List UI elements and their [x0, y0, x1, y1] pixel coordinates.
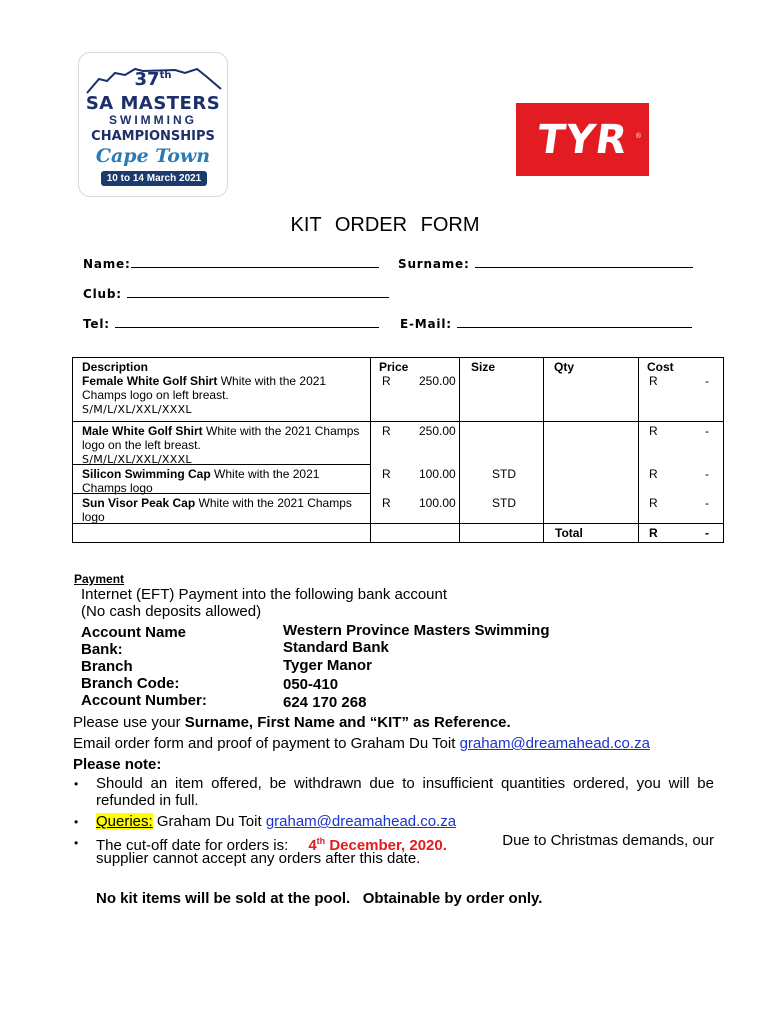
notes-heading: Please note:	[73, 756, 162, 773]
cost-value: -	[705, 374, 709, 388]
price-value: 100.00	[419, 496, 456, 510]
item-desc: White with the 2021 Champs logo	[82, 467, 320, 495]
price-value: 100.00	[419, 467, 456, 481]
email-line[interactable]	[457, 315, 692, 328]
cost-currency: R	[649, 424, 658, 438]
table-row	[82, 467, 362, 495]
header-size: Size	[471, 360, 496, 374]
bank-label: Bank:	[81, 641, 123, 658]
bullet-icon: •	[74, 836, 79, 850]
note-withdrawn: Should an item offered, be withdrawn due to insufficient quantities ordered, you will be	[96, 775, 714, 792]
total-currency: R	[649, 526, 658, 540]
club-field[interactable]	[83, 285, 389, 301]
price-value: 250.00	[419, 374, 456, 388]
price-currency: R	[382, 424, 391, 438]
logo-line-swimming: SWIMMING	[109, 113, 197, 127]
payment-heading: Payment	[74, 572, 125, 586]
price-currency: R	[382, 496, 391, 510]
payment-intro: Internet (EFT) Payment into the following bank account	[81, 586, 448, 603]
item-sizes: S/M/L/XL/XXL/XXXL	[82, 453, 192, 466]
club-label: Club:	[83, 287, 122, 301]
logo-line-cape-town: Cape Town	[95, 145, 211, 167]
cost-value: -	[705, 496, 709, 510]
account-name-label: Account Name	[81, 624, 187, 641]
header-cost: Cost	[647, 360, 674, 374]
championship-logo	[78, 52, 228, 197]
logo-edition: 37th	[134, 69, 172, 90]
email-field[interactable]	[400, 315, 692, 331]
email-link[interactable]: graham@dreamahead.co.za	[459, 735, 650, 752]
branch-code-value: 050-410	[283, 676, 339, 693]
note-withdrawn-cont: refunded in full.	[96, 792, 199, 809]
item-name: Silicon Swimming Cap	[82, 467, 211, 481]
cost-value: -	[705, 424, 709, 438]
item-name: Male White Golf Shirt	[82, 424, 203, 438]
club-line[interactable]	[127, 285, 389, 298]
registered-mark: ®	[635, 133, 641, 140]
cost-currency: R	[649, 374, 658, 388]
account-number-value: 624 170 268	[283, 694, 367, 711]
queries-email-link[interactable]: graham@dreamahead.co.za	[265, 813, 457, 830]
logo-line-dates: 10 to 14 March 2021	[101, 171, 207, 186]
item-desc: White with the 2021 Champs logo	[82, 496, 352, 524]
price-value: 250.00	[419, 424, 456, 438]
email-label: E-Mail:	[400, 317, 452, 331]
email-instruction: Email order form and proof of payment to Graham Du Toit graham@dreamahead.co.za	[73, 735, 650, 752]
surname-field[interactable]	[398, 255, 693, 271]
account-number-label: Account Number:	[81, 692, 207, 709]
header-price: Price	[379, 360, 409, 374]
surname-line[interactable]	[475, 255, 693, 268]
cost-currency: R	[649, 496, 658, 510]
final-note: No kit items will be sold at the pool. Obtainable by order only.	[96, 890, 543, 907]
note-cutoff: The cut-off date for orders is: 4th December, 2020. Due to Christmas demands, our	[96, 832, 714, 854]
total-value: -	[705, 526, 709, 540]
tel-line[interactable]	[115, 315, 379, 328]
note-queries: Queries: Graham Du Toit graham@dreamahead.co.za	[96, 813, 457, 830]
item-name: Sun Visor Peak Cap	[82, 496, 196, 510]
name-line[interactable]	[131, 255, 379, 268]
branch-code-label: Branch Code:	[81, 675, 180, 692]
bullet-icon: •	[74, 777, 79, 791]
reference-instruction: Please use your Surname, First Name and “KIT” as Reference.	[73, 714, 511, 731]
cost-currency: R	[649, 467, 658, 481]
tel-label: Tel:	[83, 317, 110, 331]
tyr-logo	[516, 103, 649, 176]
branch-label: Branch	[81, 658, 133, 675]
bank-value: Standard Bank	[283, 639, 389, 656]
name-field[interactable]	[83, 255, 379, 271]
price-currency: R	[382, 467, 391, 481]
table-row	[82, 374, 362, 417]
queries-label: Queries:	[96, 813, 153, 830]
tel-field[interactable]	[83, 315, 379, 331]
item-desc: White with the 2021 Champs logo on the left breast.	[82, 424, 360, 452]
item-sizes: S/M/L/XL/XXL/XXXL	[82, 403, 192, 416]
table-row	[82, 424, 362, 467]
cost-value: -	[705, 467, 709, 481]
total-label: Total	[555, 526, 583, 540]
page-title: KIT ORDER FORM	[290, 214, 480, 236]
account-name-value: Western Province Masters Swimming	[283, 622, 550, 639]
item-desc: White with the 2021 Champs logo on left breast.	[82, 374, 327, 402]
size-value: STD	[492, 467, 516, 481]
branch-value: Tyger Manor	[283, 657, 372, 674]
table-row	[82, 496, 362, 524]
size-value: STD	[492, 496, 516, 510]
cutoff-date: 4th December, 2020.	[308, 836, 447, 854]
surname-label: Surname:	[398, 257, 470, 271]
logo-line-sa-masters: SA MASTERS	[85, 93, 221, 114]
logo-line-championships: CHAMPIONSHIPS	[91, 129, 215, 144]
item-name: Female White Golf Shirt	[82, 374, 218, 388]
payment-no-cash: (No cash deposits allowed)	[81, 603, 262, 620]
kit-order-table	[72, 357, 724, 543]
note-cutoff-cont: supplier cannot accept any orders after this date.	[96, 850, 421, 867]
tyr-logo-text: TYR	[534, 117, 631, 163]
bullet-icon: •	[74, 815, 79, 829]
header-description: Description	[82, 360, 149, 374]
price-currency: R	[382, 374, 391, 388]
name-label: Name:	[83, 257, 131, 271]
header-qty: Qty	[554, 360, 575, 374]
